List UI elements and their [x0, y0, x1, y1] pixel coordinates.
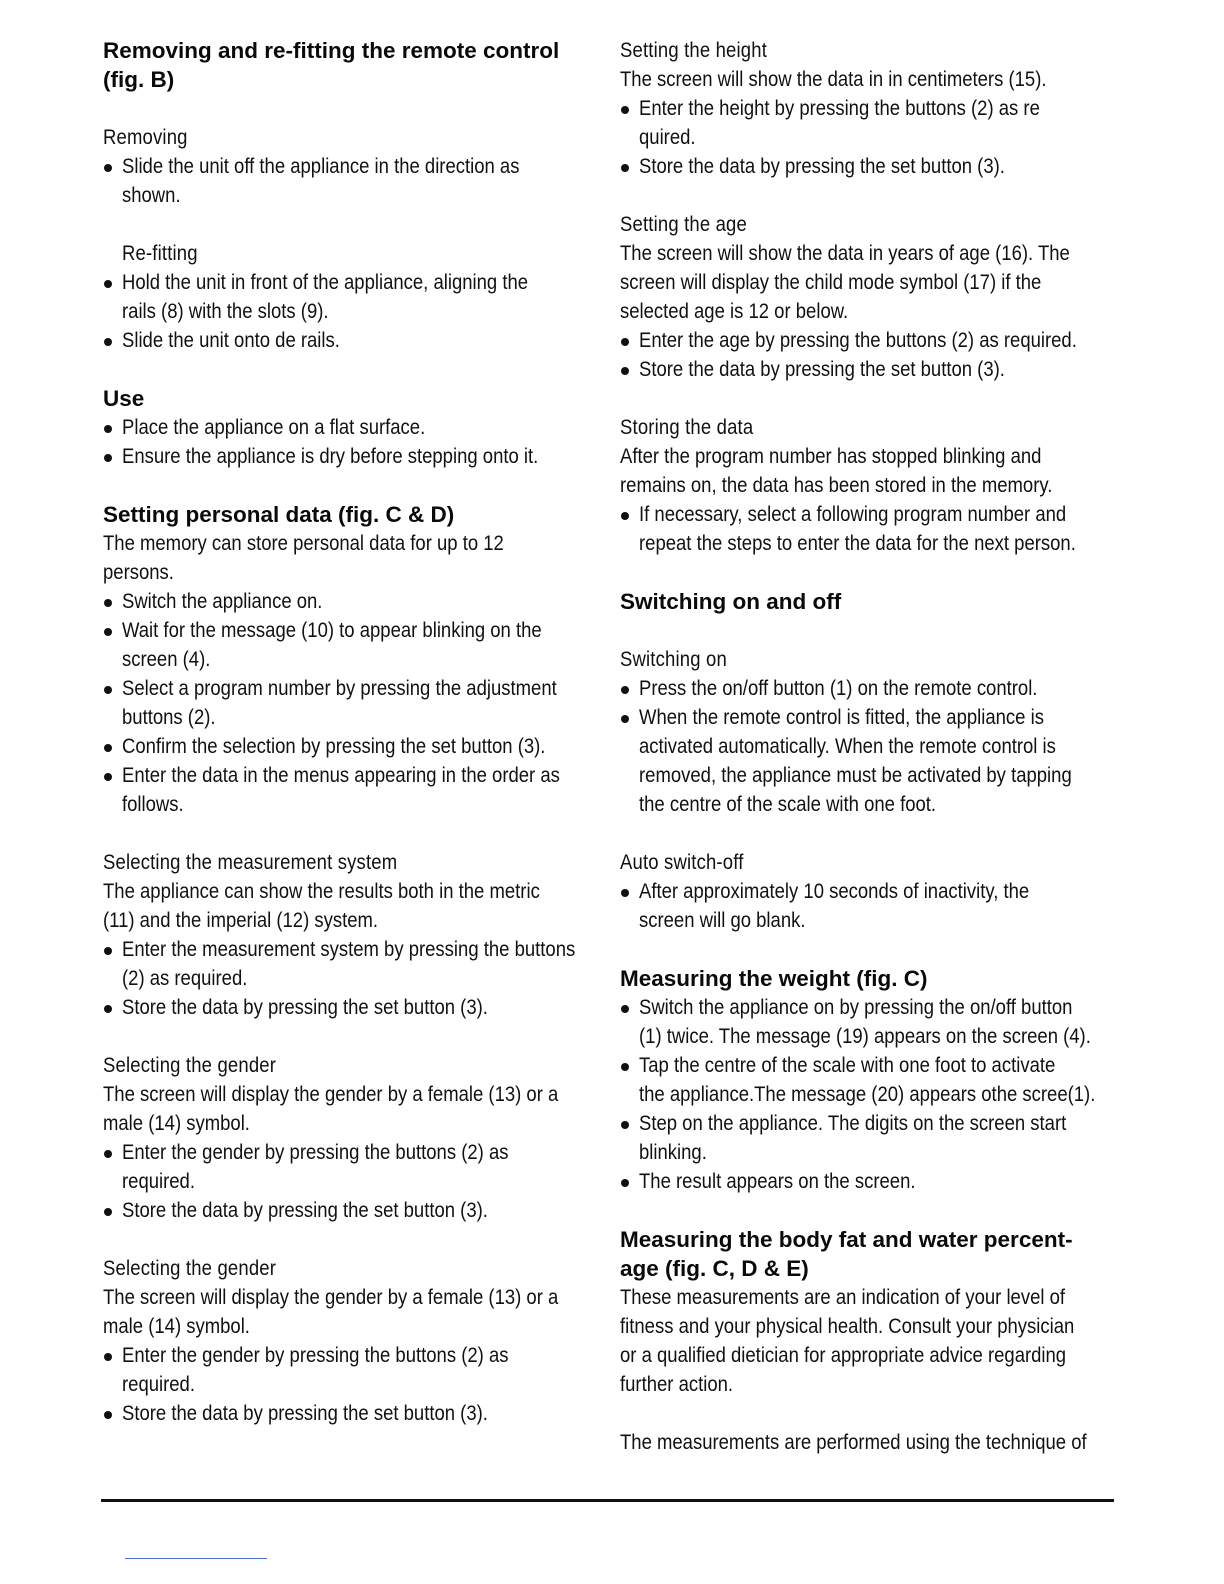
- age-subheading: Setting the age: [620, 212, 747, 236]
- paragraph: After the program number has stopped blinking and: [620, 444, 1042, 468]
- body-fat-heading: Measuring the body fat and water percent-: [620, 1227, 1073, 1252]
- list-item: Select a program number by pressing the adjustment: [103, 674, 603, 703]
- list-item: Switch the appliance on by pressing the on/off button: [620, 993, 1120, 1022]
- list-item: After approximately 10 seconds of inactivity, the: [620, 877, 1120, 906]
- list-item: Press the on/off button (1) on the remote control.: [620, 674, 1120, 703]
- refitting-subheading: Re-fitting: [122, 241, 198, 265]
- remove-refit-heading-cont: (fig. B): [103, 67, 175, 92]
- paragraph: The screen will display the gender by a female (13) or a: [103, 1285, 559, 1309]
- list-item: Step on the appliance. The digits on the screen start: [620, 1109, 1120, 1138]
- gender-subheading: Selecting the gender: [103, 1053, 277, 1077]
- list-item: Place the appliance on a flat surface.: [103, 413, 603, 442]
- switching-on-subheading: Switching on: [620, 647, 727, 671]
- list-item: The result appears on the screen.: [620, 1167, 1120, 1196]
- list-item: Enter the data in the menus appearing in the order as: [103, 761, 603, 790]
- list-item: Hold the unit in front of the appliance, aligning the: [103, 268, 603, 297]
- list-item: Tap the centre of the scale with one foot to activate: [620, 1051, 1120, 1080]
- list-item-cont: screen (4).: [122, 647, 211, 671]
- list-item-cont: the centre of the scale with one foot.: [639, 792, 937, 816]
- right-column: [620, 36, 1120, 1457]
- remove-refit-heading: Removing and re-fitting the remote control: [103, 38, 560, 63]
- list-item-cont: required.: [122, 1169, 195, 1193]
- paragraph: (11) and the imperial (12) system.: [103, 908, 379, 932]
- paragraph: male (14) symbol.: [103, 1111, 250, 1135]
- measurement-system-subheading: Selecting the measurement system: [103, 850, 398, 874]
- footer-link-underline: [125, 1558, 267, 1559]
- list-item: Store the data by pressing the set button (3).: [103, 1196, 603, 1225]
- list-item-cont: buttons (2).: [122, 705, 216, 729]
- list-item: Store the data by pressing the set button (3).: [103, 993, 603, 1022]
- paragraph: These measurements are an indication of your level of: [620, 1285, 1066, 1309]
- left-column: [103, 36, 603, 1428]
- list-item-cont: removed, the appliance must be activated by tapping: [639, 763, 1072, 787]
- height-subheading: Setting the height: [620, 38, 768, 62]
- list-item-cont: quired.: [639, 125, 696, 149]
- list-item-cont: screen will go blank.: [639, 908, 806, 932]
- personal-data-heading: Setting personal data (fig. C & D): [103, 502, 455, 527]
- weight-heading: Measuring the weight (fig. C): [620, 966, 928, 991]
- list-item: Store the data by pressing the set button (3).: [620, 355, 1120, 384]
- list-item-cont: required.: [122, 1372, 195, 1396]
- list-item: Slide the unit onto de rails.: [103, 326, 603, 355]
- list-item: Switch the appliance on.: [103, 587, 603, 616]
- paragraph: male (14) symbol.: [103, 1314, 250, 1338]
- paragraph: persons.: [103, 560, 174, 584]
- paragraph: The screen will display the gender by a female (13) or a: [103, 1082, 559, 1106]
- list-item: Enter the gender by pressing the buttons (2) as: [103, 1138, 603, 1167]
- list-item: Store the data by pressing the set button (3).: [103, 1399, 603, 1428]
- paragraph: remains on, the data has been stored in the memory.: [620, 473, 1053, 497]
- paragraph: selected age is 12 or below.: [620, 299, 849, 323]
- paragraph: The memory can store personal data for up to 12: [103, 531, 504, 555]
- storing-subheading: Storing the data: [620, 415, 754, 439]
- list-item-cont: shown.: [122, 183, 181, 207]
- list-item: Wait for the message (10) to appear blinking on the: [103, 616, 603, 645]
- list-item-cont: repeat the steps to enter the data for the next person.: [639, 531, 1076, 555]
- paragraph: The screen will show the data in years of age (16). The: [620, 241, 1070, 265]
- footer-divider: [101, 1499, 1114, 1502]
- gender-subheading-repeat: Selecting the gender: [103, 1256, 277, 1280]
- list-item-cont: follows.: [122, 792, 184, 816]
- paragraph: further action.: [620, 1372, 734, 1396]
- list-item-cont: the appliance.The message (20) appears othe scree(1).: [639, 1082, 1096, 1106]
- switching-heading: Switching on and off: [620, 589, 842, 614]
- list-item: Ensure the appliance is dry before stepping onto it.: [103, 442, 603, 471]
- auto-switch-off-subheading: Auto switch-off: [620, 850, 744, 874]
- list-item: Enter the height by pressing the buttons (2) as re: [620, 94, 1120, 123]
- paragraph: or a qualified dietician for appropriate advice regarding: [620, 1343, 1067, 1367]
- paragraph: screen will display the child mode symbol (17) if the: [620, 270, 1042, 294]
- paragraph: fitness and your physical health. Consult your physician: [620, 1314, 1075, 1338]
- list-item: If necessary, select a following program number and: [620, 500, 1120, 529]
- body-fat-heading-cont: age (fig. C, D & E): [620, 1256, 809, 1281]
- list-item: Enter the gender by pressing the buttons (2) as: [103, 1341, 603, 1370]
- list-item: Enter the measurement system by pressing the buttons: [103, 935, 603, 964]
- list-item-cont: rails (8) with the slots (9).: [122, 299, 329, 323]
- list-item: When the remote control is fitted, the appliance is: [620, 703, 1120, 732]
- list-item: Store the data by pressing the set button (3).: [620, 152, 1120, 181]
- list-item: Enter the age by pressing the buttons (2) as required.: [620, 326, 1120, 355]
- list-item-cont: (2) as required.: [122, 966, 248, 990]
- list-item-cont: (1) twice. The message (19) appears on the screen (4).: [639, 1024, 1091, 1048]
- use-heading: Use: [103, 386, 145, 411]
- paragraph: The appliance can show the results both in the metric: [103, 879, 540, 903]
- removing-subheading: Removing: [103, 125, 188, 149]
- paragraph: The screen will show the data in in centimeters (15).: [620, 67, 1047, 91]
- paragraph: The measurements are performed using the technique of: [620, 1430, 1087, 1454]
- list-item-cont: blinking.: [639, 1140, 707, 1164]
- list-item: Confirm the selection by pressing the set button (3).: [103, 732, 603, 761]
- list-item-cont: activated automatically. When the remote control is: [639, 734, 1056, 758]
- list-item: Slide the unit off the appliance in the direction as: [103, 152, 603, 181]
